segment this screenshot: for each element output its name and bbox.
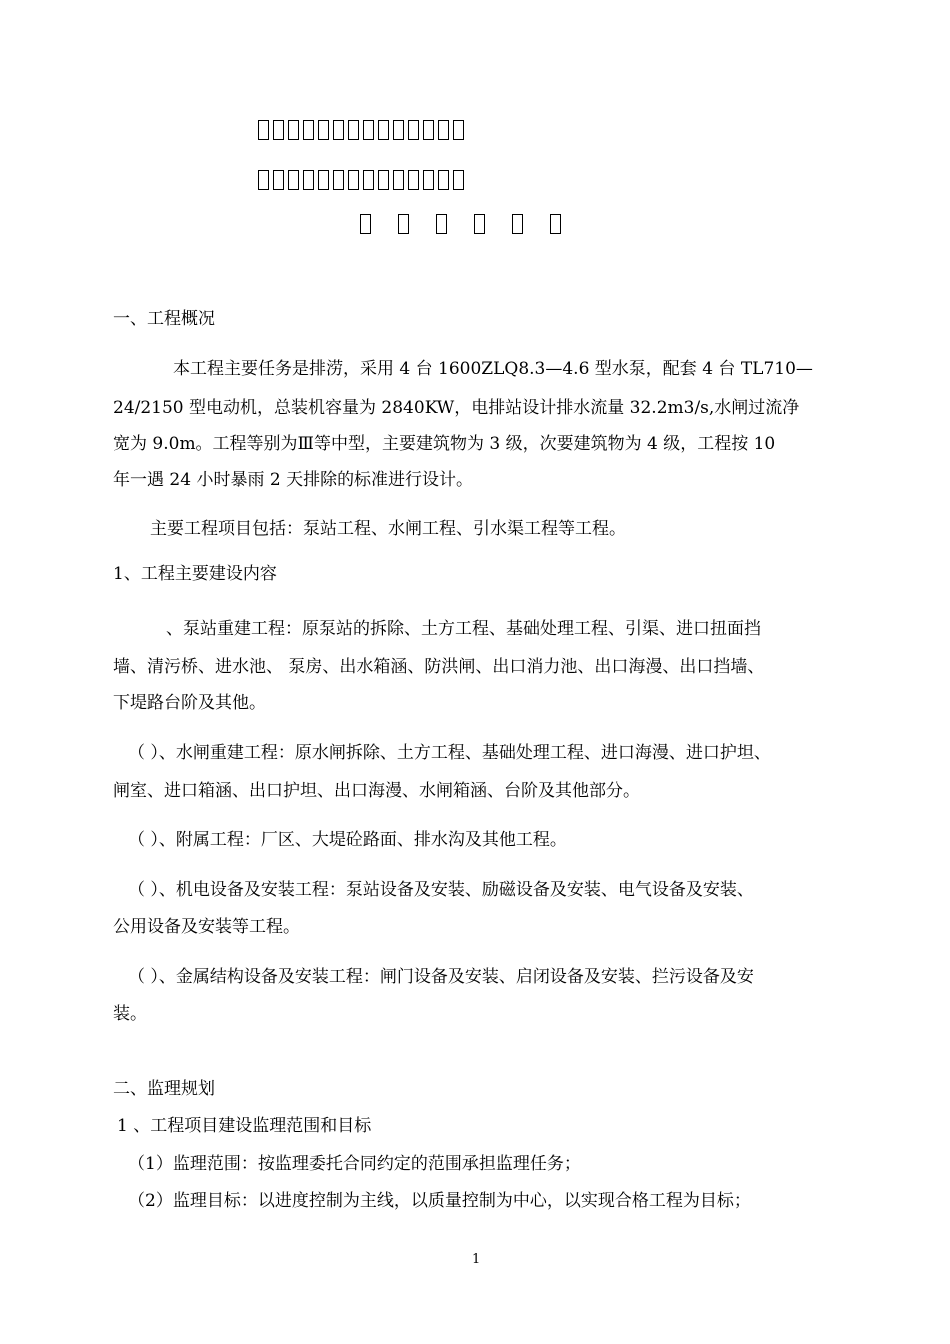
- missing-glyph-box: [393, 170, 404, 190]
- pump-station-line-3: 下堤路台阶及其他。: [113, 693, 266, 713]
- pump-station-line-2: 墙、清污桥、进水池、 泵房、出水箱涵、防洪闸、出口消力池、出口海漫、出口挡墙、: [113, 657, 765, 677]
- missing-glyph-box: [273, 170, 284, 190]
- electromechanical-line-2: 公用设备及安装等工程。: [113, 917, 300, 937]
- missing-glyph-box: [393, 120, 404, 140]
- missing-glyph-box: [348, 170, 359, 190]
- section-1-heading: 一、工程概况: [113, 309, 215, 329]
- missing-glyph-box: [398, 214, 409, 234]
- overview-line-3: 宽为 9.0m。工程等别为Ⅲ等中型，主要建筑物为 3 级，次要建筑物为 4 级，工程按 10: [113, 434, 776, 454]
- missing-glyph-box: [378, 170, 389, 190]
- missing-glyph-box: [363, 170, 374, 190]
- metal-structure-line-2: 装。: [113, 1004, 147, 1024]
- missing-glyph-box: [288, 170, 299, 190]
- supervision-scope-line: （1）监理范围：按监理委托合同约定的范围承担监理任务；: [128, 1154, 581, 1174]
- missing-glyph-box: [318, 170, 329, 190]
- missing-glyph-box: [423, 170, 434, 190]
- missing-glyph-box: [438, 120, 449, 140]
- missing-glyph-box: [318, 120, 329, 140]
- missing-glyph-box: [333, 120, 344, 140]
- missing-glyph-box: [408, 170, 419, 190]
- pump-station-line-1: 、泵站重建工程：原泵站的拆除、土方工程、基础处理工程、引渠、进口扭面挡: [166, 619, 761, 639]
- missing-glyph-box: [273, 120, 284, 140]
- missing-glyph-box: [423, 120, 434, 140]
- auxiliary-works-line: （ ）、附属工程：厂区、大堤砼路面、排水沟及其他工程。: [128, 830, 567, 850]
- title-line-1: [258, 118, 468, 140]
- missing-glyph-box: [378, 120, 389, 140]
- missing-glyph-box: [474, 214, 485, 234]
- missing-glyph-box: [363, 120, 374, 140]
- section-2-heading: 二、监理规划: [113, 1079, 215, 1099]
- missing-glyph-box: [288, 120, 299, 140]
- missing-glyph-box: [333, 170, 344, 190]
- missing-glyph-box: [408, 120, 419, 140]
- missing-glyph-box: [512, 214, 523, 234]
- missing-glyph-box: [453, 120, 464, 140]
- overview-line-2: 24/2150 型电动机，总装机容量为 2840KW，电排站设计排水流量 32.2m3/s,水闸过流净: [113, 398, 800, 418]
- supervision-goal-line: （2）监理目标：以进度控制为主线，以质量控制为中心，以实现合格工程为目标；: [128, 1191, 751, 1211]
- sluice-line-2: 闸室、进口箱涵、出口护坦、出口海漫、水闸箱涵、台阶及其他部分。: [113, 781, 640, 801]
- missing-glyph-box: [258, 120, 269, 140]
- missing-glyph-box: [258, 170, 269, 190]
- overview-line-4: 年一遇 24 小时暴雨 2 天排除的标准进行设计。: [113, 470, 474, 490]
- missing-glyph-box: [303, 170, 314, 190]
- construction-content-heading: 1、工程主要建设内容: [113, 564, 277, 584]
- metal-structure-line-1: （ ）、金属结构设备及安装工程：闸门设备及安装、启闭设备及安装、拦污设备及安: [128, 967, 754, 987]
- title-line-2: [258, 168, 468, 190]
- missing-glyph-box: [360, 214, 371, 234]
- page-number: 1: [472, 1252, 481, 1267]
- missing-glyph-box: [303, 120, 314, 140]
- overview-line-1: 本工程主要任务是排涝，采用 4 台 1600ZLQ8.3—4.6 型水泵，配套 4 台 TL710—: [173, 359, 813, 379]
- missing-glyph-box: [436, 214, 447, 234]
- supervision-scope-heading: 1 、工程项目建设监理范围和目标: [117, 1116, 372, 1136]
- missing-glyph-box: [348, 120, 359, 140]
- missing-glyph-box: [453, 170, 464, 190]
- electromechanical-line-1: （ ）、机电设备及安装工程：泵站设备及安装、励磁设备及安装、电气设备及安装、: [128, 880, 754, 900]
- title-line-3: [360, 212, 588, 234]
- missing-glyph-box: [438, 170, 449, 190]
- missing-glyph-box: [550, 214, 561, 234]
- sluice-line-1: （ ）、水闸重建工程：原水闸拆除、土方工程、基础处理工程、进口海漫、进口护坦、: [128, 743, 771, 763]
- project-items-line: 主要工程项目包括：泵站工程、水闸工程、引水渠工程等工程。: [150, 519, 626, 539]
